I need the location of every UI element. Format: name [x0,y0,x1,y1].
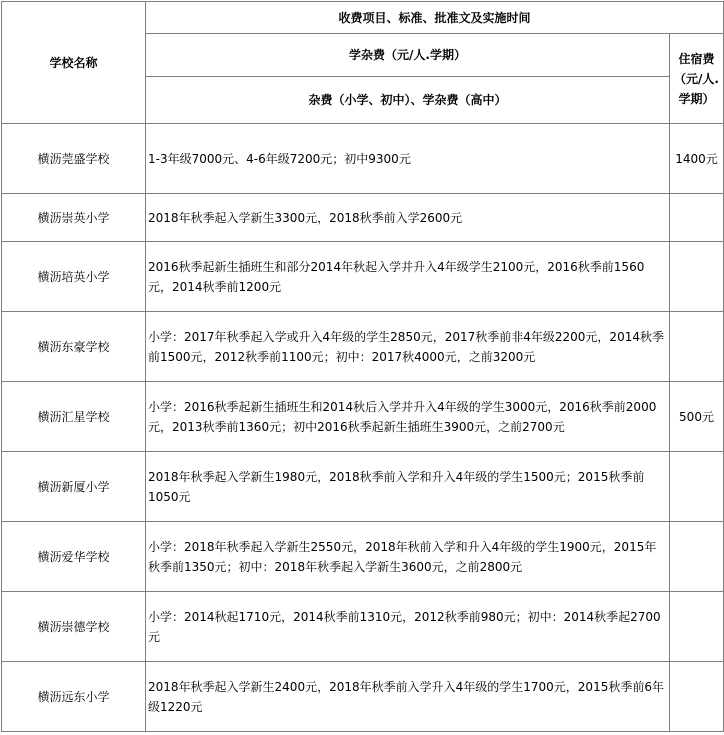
tuition-header: 学杂费（元/人.学期） [146,34,670,77]
dorm-fee-cell [670,662,724,732]
table-row [2,592,724,662]
table-row [2,242,724,312]
table-row [2,452,724,522]
dorm-fee-cell [670,452,724,522]
dorm-fee-cell [670,194,724,242]
table-row [2,522,724,592]
tuition-fee-cell: 2016秋季起新生插班生和部分2014年秋起入学并升入4年级学生2100元，2016秋季前1560元，2014秋季前1200元 [146,242,670,312]
tuition-fee-cell: 小学：2017年秋季起入学或升入4年级的学生2850元，2017秋季前非4年级2200元，2014秋季前1500元，2012秋季前1100元；初中：2017秋4000元，之前3200元 [146,312,670,382]
school-name-cell: 横沥东豪学校 [2,312,146,382]
school-name-cell: 横沥爱华学校 [2,522,146,592]
school-name-header: 学校名称 [2,2,146,124]
dorm-fee-cell: 1400元 [670,124,724,194]
tuition-fee-cell: 2018年秋季起入学新生2400元，2018年秋季前入学升入4年级的学生1700元，2015秋季前6年级1220元 [146,662,670,732]
school-name-cell: 横沥远东小学 [2,662,146,732]
school-name-cell: 横沥崇英小学 [2,194,146,242]
tuition-subheader: 杂费（小学、初中）、学杂费（高中） [146,77,670,124]
tuition-fee-cell: 小学：2014秋起1710元，2014秋季前1310元，2012秋季前980元；初中：2014秋季起2700元 [146,592,670,662]
tuition-fee-cell: 2018年秋季起入学新生3300元，2018秋季前入学2600元 [146,194,670,242]
dorm-fee-cell [670,592,724,662]
dorm-fee-cell: 500元 [670,382,724,452]
tuition-fee-cell: 小学：2018年秋季起入学新生2550元，2018年秋前入学和升入4年级的学生1900元，2015年秋季前1350元；初中：2018年秋季起入学新生3600元，之前2800元 [146,522,670,592]
fee-table [1,1,724,732]
dorm-fee-cell [670,522,724,592]
dorm-fee-cell [670,312,724,382]
school-name-cell: 横沥莞盛学校 [2,124,146,194]
table-row [2,382,724,452]
table-row [2,312,724,382]
table-row [2,194,724,242]
header-row-1 [2,2,724,34]
dorm-fee-header: 住宿费（元/人.学期） [670,34,724,124]
school-name-cell: 横沥培英小学 [2,242,146,312]
tuition-fee-cell: 小学：2016秋季起新生插班生和2014秋后入学并升入4年级的学生3000元，2016秋季前2000元，2013秋季前1360元；初中2016秋季起新生插班生3900元，之前2700元 [146,382,670,452]
table-row [2,124,724,194]
school-name-cell: 横沥新厦小学 [2,452,146,522]
table-row [2,662,724,732]
tuition-fee-cell: 1-3年级7000元、4-6年级7200元；初中9300元 [146,124,670,194]
group-title-header: 收费项目、标准、批准文及实施时间 [146,2,724,34]
school-name-cell: 横沥汇星学校 [2,382,146,452]
school-name-cell: 横沥崇德学校 [2,592,146,662]
dorm-fee-cell [670,242,724,312]
tuition-fee-cell: 2018年秋季起入学新生1980元，2018秋季前入学和升入4年级的学生1500元；2015秋季前1050元 [146,452,670,522]
